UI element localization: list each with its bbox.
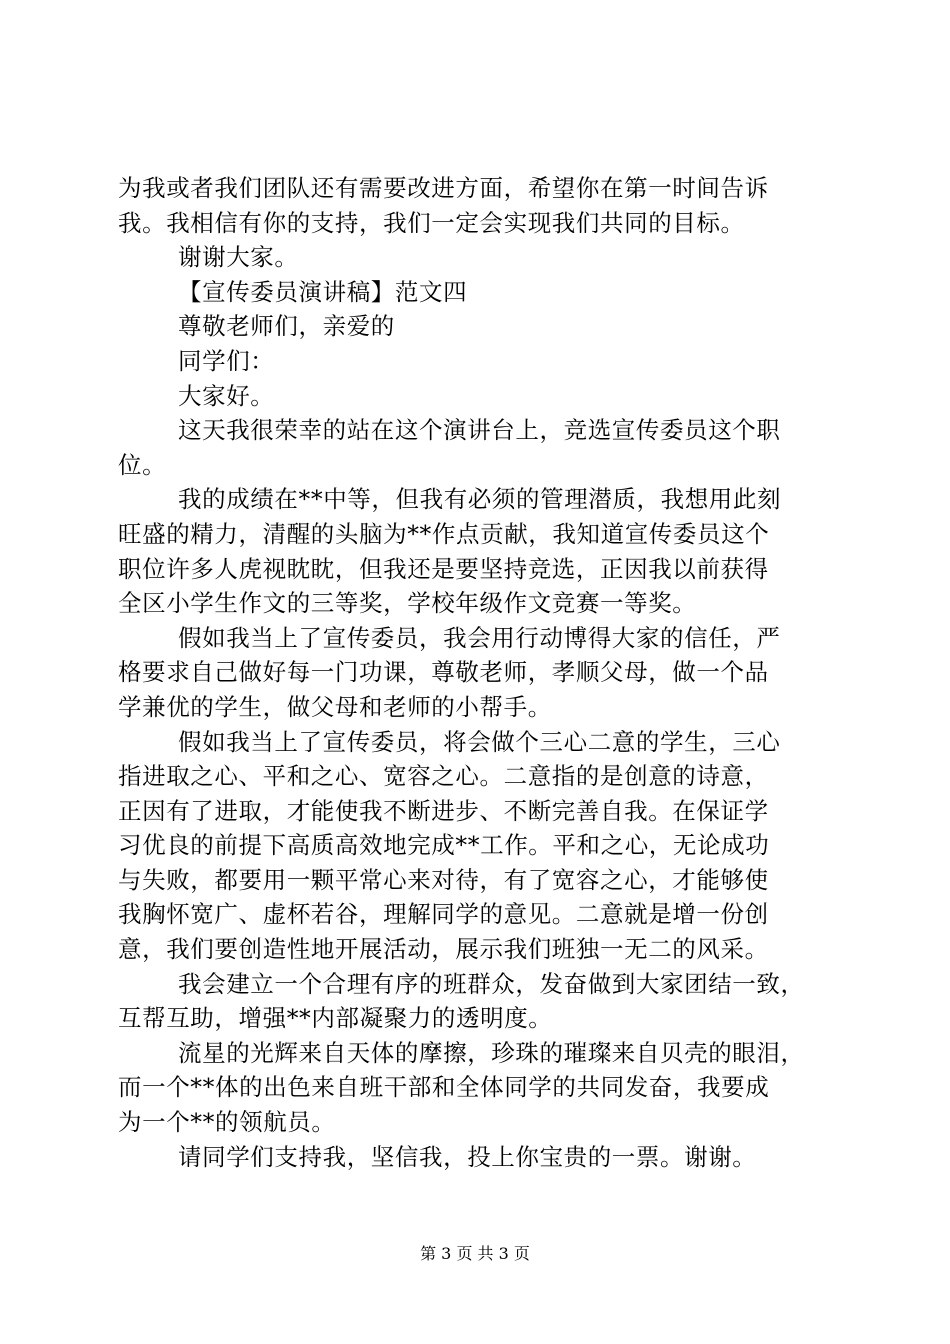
text-line: 职位许多人虎视眈眈，但我还是要坚持竞选，正因我以前获得 [118, 554, 769, 583]
page-footer: 第 3 页 共 3 页 [420, 1244, 530, 1263]
text-line: 与失败，都要用一颗平常心来对待，有了宽容之心，才能够使 [118, 865, 769, 894]
text-line: 习优良的前提下高质高效地完成**工作。平和之心，无论成功 [118, 831, 770, 860]
text-line: 正因有了进取，才能使我不断进步、不断完善自我。在保证学 [118, 796, 769, 825]
text-line: 请同学们支持我，坚信我，投上你宝贵的一票。谢谢。 [178, 1142, 757, 1171]
text-line: 我胸怀宽广、虚杯若谷，理解同学的意见。二意就是增一份创 [118, 900, 769, 929]
text-line: 而一个**体的出色来自班干部和全体同学的共同发奋，我要成 [118, 1073, 770, 1102]
text-line: 大家好。 [178, 381, 275, 410]
text-line: 这天我很荣幸的站在这个演讲台上，竞选宣传委员这个职 [178, 416, 781, 445]
text-line: 旺盛的精力，清醒的头脑为**作点贡献，我知道宣传委员这个 [118, 519, 770, 548]
text-line: 全区小学生作文的三等奖，学校年级作文竞赛一等奖。 [118, 589, 697, 618]
text-line: 谢谢大家。 [178, 243, 299, 272]
text-line: 学兼优的学生，做父母和老师的小帮手。 [118, 692, 552, 721]
text-line: 流星的光辉来自天体的摩擦，珍珠的璀璨来自贝壳的眼泪， [178, 1038, 805, 1067]
text-line: 意，我们要创造性地开展活动，展示我们班独一无二的风采。 [118, 935, 769, 964]
text-line: 位。 [118, 450, 167, 479]
text-line: 尊敬老师们，亲爱的 [178, 312, 395, 341]
text-line: 为我或者我们团队还有需要改进方面，希望你在第一时间告诉 [118, 174, 769, 202]
text-line: 我。我相信有你的支持，我们一定会实现我们共同的目标。 [118, 208, 745, 237]
text-line: 我的成绩在**中等，但我有必须的管理潜质，我想用此刻 [178, 485, 782, 514]
text-line: 格要求自己做好每一门功课，尊敬老师，孝顺父母，做一个品 [118, 658, 769, 687]
text-line: 同学们： [178, 346, 275, 375]
text-line: 【宣传委员演讲稿】范文四 [178, 277, 468, 306]
text-line: 假如我当上了宣传委员，我会用行动博得大家的信任，严 [178, 623, 781, 652]
text-line: 我会建立一个合理有序的班群众，发奋做到大家团结一致， [178, 969, 805, 998]
document-body [118, 171, 832, 1174]
text-line: 指进取之心、平和之心、宽容之心。二意指的是创意的诗意， [118, 762, 769, 791]
text-line: 假如我当上了宣传委员，将会做个三心二意的学生，三心 [178, 727, 781, 756]
text-line: 为一个**的领航员。 [118, 1108, 336, 1137]
text-line: 互帮互助，增强**内部凝聚力的透明度。 [118, 1004, 553, 1033]
